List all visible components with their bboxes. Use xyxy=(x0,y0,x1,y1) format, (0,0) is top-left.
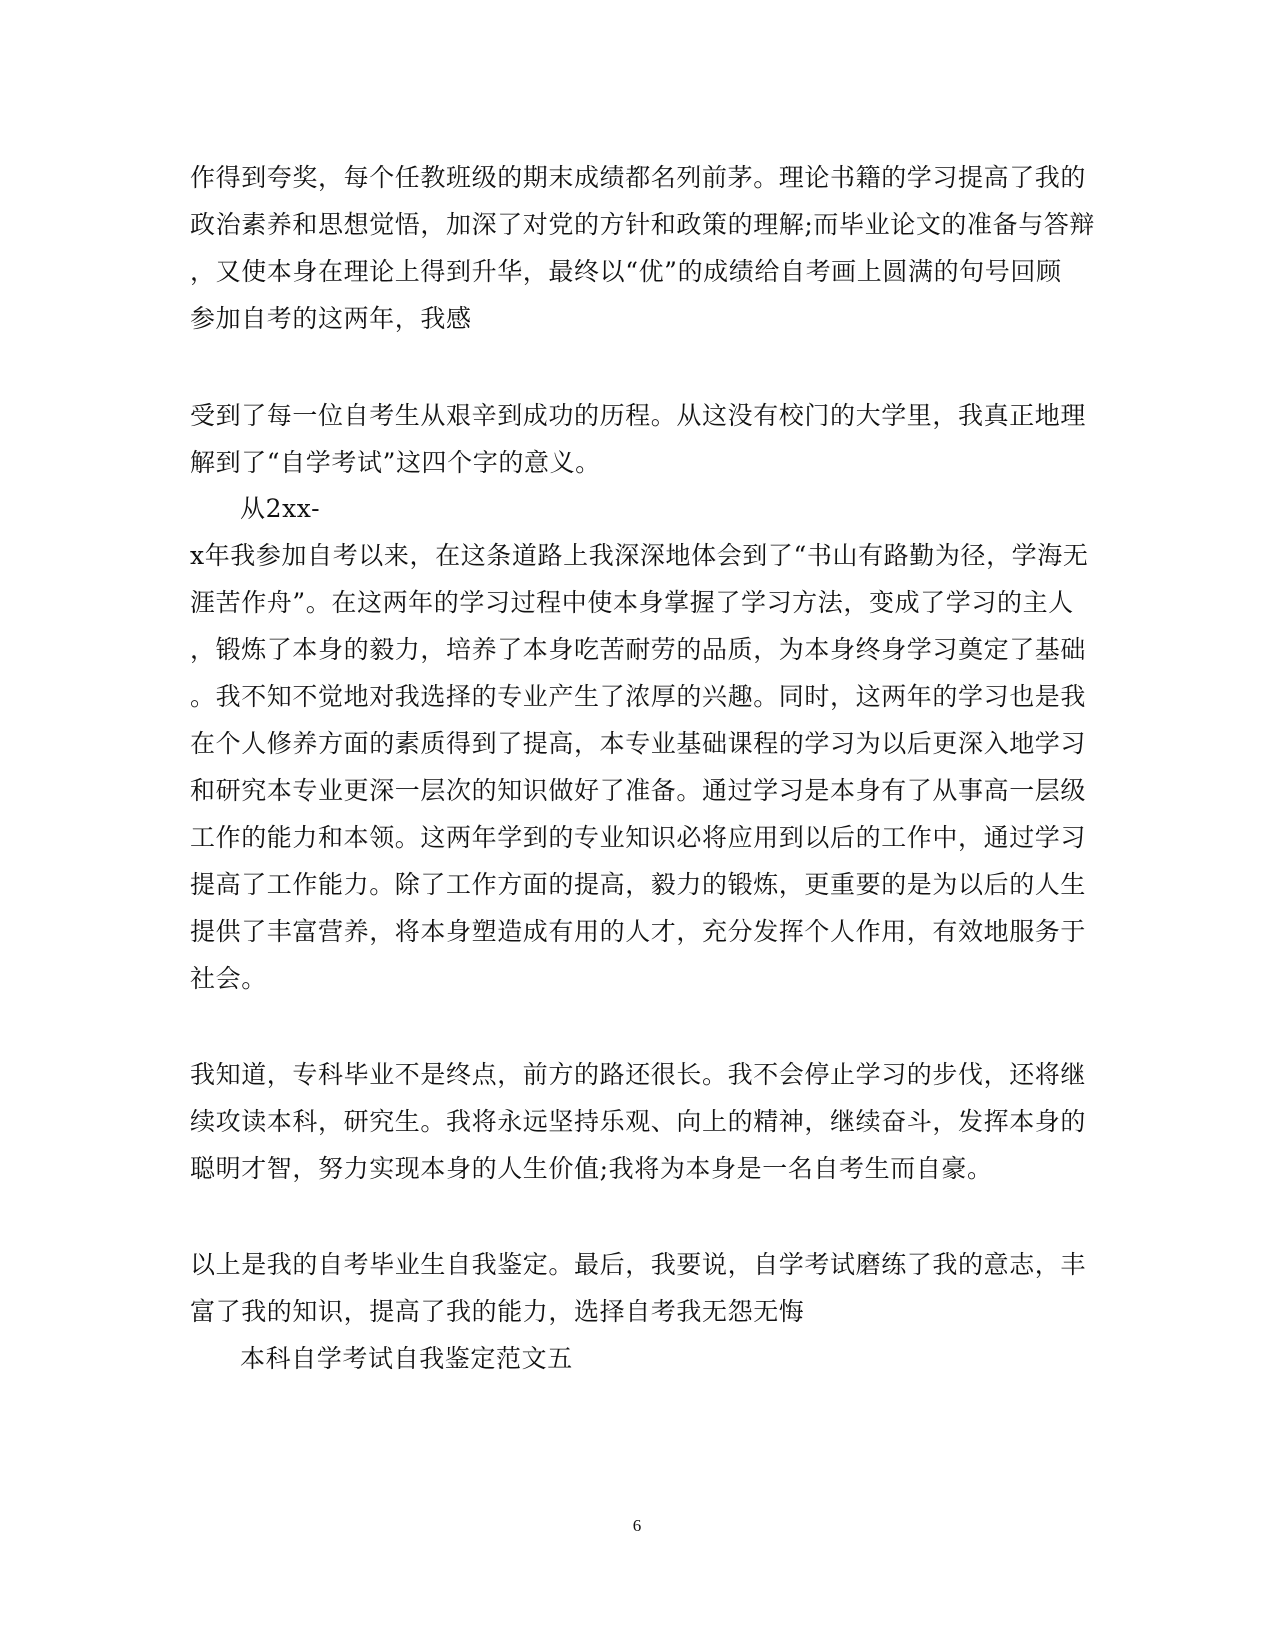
paragraph-1-line-4: 参加自考的这两年，我感 xyxy=(190,304,472,333)
paragraph-1-line-3: ，又使本身在理论上得到升华，最终以“优”的成绩给自考画上圆满的句号回顾 xyxy=(190,257,1062,286)
paragraph-5-line-1: 以上是我的自考毕业生自我鉴定。最后，我要说，自学考试磨练了我的意志，丰 xyxy=(190,1250,1087,1279)
paragraph-3-line-3: 涯苦作舟”。在这两年的学习过程中使本身掌握了学习方法，变成了学习的主人 xyxy=(190,588,1074,617)
section-heading: 本科自学考试自我鉴定范文五 xyxy=(240,1344,573,1373)
paragraph-3-line-5: 。我不知不觉地对我选择的专业产生了浓厚的兴趣。同时，这两年的学习也是我 xyxy=(190,682,1087,711)
paragraph-3-line-10: 提供了丰富营养，将本身塑造成有用的人才，充分发挥个人作用，有效地服务于 xyxy=(190,917,1087,946)
paragraph-4-line-1: 我知道，专科毕业不是终点，前方的路还很长。我不会停止学习的步伐，还将继 xyxy=(190,1060,1087,1089)
paragraph-2-line-1: 受到了每一位自考生从艰辛到成功的历程。从这没有校门的大学里，我真正地理 xyxy=(190,401,1087,430)
paragraph-2-line-2: 解到了“自学考试”这四个字的意义。 xyxy=(190,448,601,477)
paragraph-4-line-3: 聪明才智，努力实现本身的人生价值;我将为本身是一名自考生而自豪。 xyxy=(190,1154,993,1183)
paragraph-1-line-2: 政治素养和思想觉悟，加深了对党的方针和政策的理解;而毕业论文的准备与答辩 xyxy=(190,210,1096,239)
paragraph-3-line-1: 从2xx- xyxy=(240,494,321,523)
paragraph-5-line-2: 富了我的知识，提高了我的能力，选择自考我无怨无悔 xyxy=(190,1297,805,1326)
paragraph-1-line-1: 作得到夸奖，每个任教班级的期末成绩都名列前茅。理论书籍的学习提高了我的 xyxy=(190,163,1087,192)
paragraph-3-line-4: ，锻炼了本身的毅力，培养了本身吃苦耐劳的品质，为本身终身学习奠定了基础 xyxy=(190,635,1087,664)
paragraph-3-line-8: 工作的能力和本领。这两年学到的专业知识必将应用到以后的工作中，通过学习 xyxy=(190,823,1087,852)
paragraph-4-line-2: 续攻读本科，研究生。我将永远坚持乐观、向上的精神，继续奋斗，发挥本身的 xyxy=(190,1107,1087,1136)
page-number: 6 xyxy=(632,1516,642,1535)
paragraph-3-line-9: 提高了工作能力。除了工作方面的提高，毅力的锻炼，更重要的是为以后的人生 xyxy=(190,870,1087,899)
paragraph-3-line-11: 社会。 xyxy=(190,964,267,993)
paragraph-3-line-7: 和研究本专业更深一层次的知识做好了准备。通过学习是本身有了从事高一层级 xyxy=(190,776,1087,805)
paragraph-3-line-6: 在个人修养方面的素质得到了提高，本专业基础课程的学习为以后更深入地学习 xyxy=(190,729,1087,758)
paragraph-3-line-2: x年我参加自考以来，在这条道路上我深深地体会到了“书山有路勤为径，学海无 xyxy=(190,541,1089,570)
